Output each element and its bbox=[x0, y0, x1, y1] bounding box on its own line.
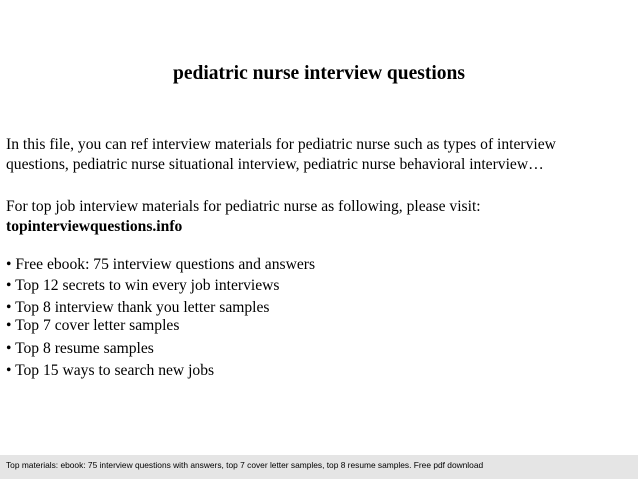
visit-link[interactable]: topinterviewquestions.info bbox=[6, 217, 183, 235]
bullet-item: • Top 8 interview thank you letter samples bbox=[6, 299, 270, 316]
bullet-item: • Top 8 resume samples bbox=[6, 340, 154, 357]
bullet-item: • Top 12 secrets to win every job interviews bbox=[6, 277, 280, 294]
bullet-item: • Top 7 cover letter samples bbox=[6, 317, 180, 334]
footer-text: Top materials: ebook: 75 interview questions with answers, top 7 cover letter samples, top 8 resume samples. Free pdf download bbox=[6, 460, 484, 470]
document-title: pediatric nurse interview questions bbox=[173, 63, 465, 84]
bullet-item: • Top 15 ways to search new jobs bbox=[6, 362, 215, 379]
intro-line-2: questions, pediatric nurse situational interview, pediatric nurse behavioral interview… bbox=[6, 155, 544, 173]
visit-paragraph bbox=[6, 197, 636, 236]
intro-line-1: In this file, you can ref interview materials for pediatric nurse such as types of interview bbox=[6, 136, 556, 153]
footer-bar bbox=[0, 455, 638, 479]
intro-paragraph bbox=[6, 135, 636, 174]
visit-text: For top job interview materials for pediatric nurse as following, please visit: bbox=[6, 198, 481, 215]
bullet-item: • Free ebook: 75 interview questions and answers bbox=[6, 256, 316, 273]
